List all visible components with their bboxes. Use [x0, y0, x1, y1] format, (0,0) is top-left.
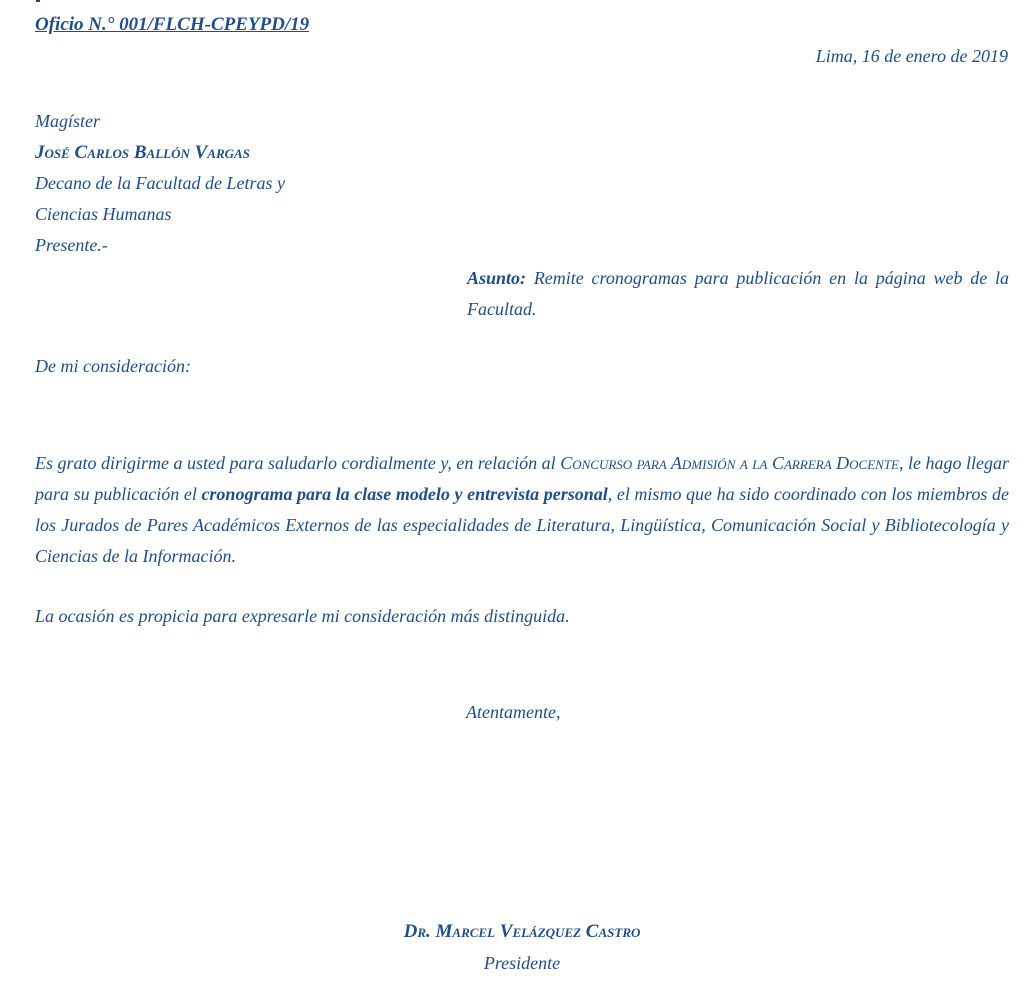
- body-text-part-1: Es grato dirigirme a usted para saludarlo cordialmente y, en relación al: [35, 453, 561, 473]
- header-tick-mark: [36, 0, 40, 2]
- recipient-position-line-1: Decano de la Facultad de Letras y: [35, 173, 285, 193]
- oficio-number: Oficio N.° 001/FLCH-CPEYPD/19: [35, 14, 310, 35]
- salutation: De mi consideración:: [35, 356, 191, 376]
- subject-block: [467, 263, 1009, 325]
- recipient-block: [35, 106, 285, 261]
- closing-sentence: La ocasión es propicia para expresarle mi consideración más distinguida.: [35, 606, 570, 626]
- body-contest-name: Concurso para Admisión a la Carrera Docente: [560, 453, 899, 473]
- body-paragraph: [35, 448, 1009, 572]
- signer-position: Presidente: [483, 953, 561, 973]
- subject-text: Remite cronogramas para publicación en la página web de la Facultad.: [467, 268, 1010, 319]
- subject-label: Asunto:: [467, 268, 527, 288]
- body-bold-schedule: cronograma para la clase modelo y entrevista personal: [201, 484, 608, 504]
- body-text-part-2: , le hago llegar para su publicación el: [35, 453, 1009, 504]
- sign-off: Atentamente,: [466, 702, 561, 722]
- signer-name: Dr. Marcel Velázquez Castro: [403, 921, 641, 942]
- recipient-presente: Presente.-: [35, 235, 108, 255]
- letter-date: Lima, 16 de enero de 2019: [815, 46, 1008, 66]
- recipient-position-line-2: Ciencias Humanas: [35, 204, 172, 224]
- recipient-name: José Carlos Ballón Vargas: [35, 142, 250, 163]
- body-text-part-3: , el mismo que ha sido coordinado con los miembros de los Jurados de Pares Académicos Externos de las especialidades de Literatura, Lingüística, Comunicación Social y Bibliotecología y Ciencias de la Información.: [35, 484, 1009, 566]
- recipient-title: Magíster: [35, 111, 100, 131]
